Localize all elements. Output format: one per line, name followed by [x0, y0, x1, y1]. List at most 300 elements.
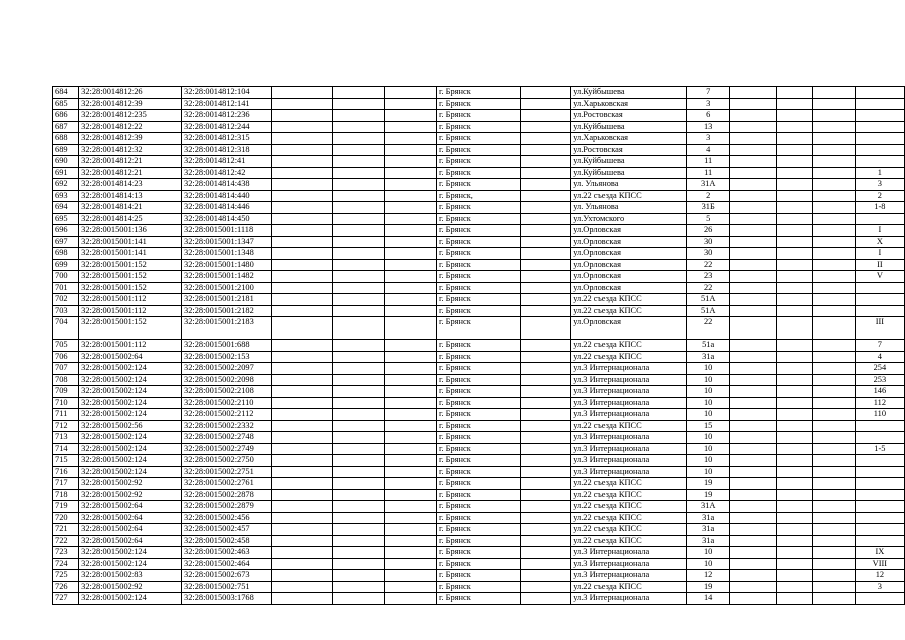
empty-cell: [333, 351, 384, 363]
apartment-cell: I: [855, 225, 904, 237]
city-cell: г. Брянск: [436, 397, 520, 409]
empty-cell: [813, 351, 855, 363]
empty-cell: [776, 294, 813, 306]
row-number: 724: [53, 558, 79, 570]
empty-cell: [384, 271, 436, 283]
table-row: [53, 547, 905, 559]
apartment-cell: 12: [855, 570, 904, 582]
empty-cell: [813, 110, 855, 122]
table-row: [53, 271, 905, 283]
empty-cell: [272, 466, 333, 478]
cadastral-number-parcel: 32:28:0015002:124: [79, 409, 182, 421]
empty-cell: [813, 432, 855, 444]
empty-cell: [272, 593, 333, 605]
empty-cell: [776, 144, 813, 156]
house-number-cell: 19: [686, 581, 730, 593]
table-row: [53, 340, 905, 352]
empty-cell: [272, 202, 333, 214]
empty-cell: [384, 386, 436, 398]
street-cell: ул.Ростовская: [571, 144, 687, 156]
empty-cell: [520, 225, 571, 237]
empty-cell: [520, 144, 571, 156]
city-cell: г. Брянск: [436, 420, 520, 432]
empty-cell: [272, 455, 333, 467]
cadastral-number-object: 32:28:0015002:2749: [182, 443, 272, 455]
empty-cell: [333, 489, 384, 501]
city-cell: г. Брянск: [436, 167, 520, 179]
table-row: [53, 363, 905, 375]
cadastral-number-object: 32:28:0014814:450: [182, 213, 272, 225]
table-row: [53, 87, 905, 99]
apartment-cell: 3: [855, 179, 904, 191]
empty-cell: [520, 489, 571, 501]
row-number: 688: [53, 133, 79, 145]
cadastral-number-parcel: 32:28:0015001:141: [79, 236, 182, 248]
empty-cell: [384, 282, 436, 294]
empty-cell: [384, 121, 436, 133]
empty-cell: [520, 466, 571, 478]
city-cell: г. Брянск: [436, 443, 520, 455]
empty-cell: [384, 409, 436, 421]
empty-cell: [272, 558, 333, 570]
empty-cell: [272, 248, 333, 260]
house-number-cell: 7: [686, 87, 730, 99]
house-number-cell: 31А: [686, 501, 730, 513]
empty-cell: [272, 409, 333, 421]
empty-cell: [776, 236, 813, 248]
empty-cell: [520, 236, 571, 248]
empty-cell: [384, 570, 436, 582]
empty-cell: [730, 524, 776, 536]
empty-cell: [272, 386, 333, 398]
empty-cell: [730, 305, 776, 317]
city-cell: г. Брянск: [436, 351, 520, 363]
cadastral-number-parcel: 32:28:0015002:124: [79, 374, 182, 386]
empty-cell: [272, 190, 333, 202]
table-row: [53, 374, 905, 386]
empty-cell: [272, 535, 333, 547]
house-number-cell: 22: [686, 259, 730, 271]
empty-cell: [776, 110, 813, 122]
table-row: [53, 248, 905, 260]
street-cell: ул.Куйбышева: [571, 87, 687, 99]
empty-cell: [776, 420, 813, 432]
empty-cell: [730, 489, 776, 501]
house-number-cell: 11: [686, 167, 730, 179]
street-cell: ул.22 съезда КПСС: [571, 524, 687, 536]
street-cell: ул.22 съезда КПСС: [571, 190, 687, 202]
empty-cell: [384, 351, 436, 363]
empty-cell: [813, 409, 855, 421]
apartment-cell: [855, 524, 904, 536]
empty-cell: [730, 202, 776, 214]
cadastral-number-parcel: 32:28:0015002:124: [79, 443, 182, 455]
city-cell: г. Брянск: [436, 478, 520, 490]
cadastral-number-object: 32:28:0014812:315: [182, 133, 272, 145]
table-row: [53, 167, 905, 179]
empty-cell: [520, 271, 571, 283]
table-row: [53, 259, 905, 271]
empty-cell: [730, 225, 776, 237]
empty-cell: [384, 478, 436, 490]
empty-cell: [813, 294, 855, 306]
city-cell: г. Брянск: [436, 363, 520, 375]
empty-cell: [384, 547, 436, 559]
table-row: [53, 512, 905, 524]
cadastral-number-parcel: 32:28:0014814:25: [79, 213, 182, 225]
apartment-cell: [855, 512, 904, 524]
empty-cell: [333, 535, 384, 547]
table-row: [53, 409, 905, 421]
empty-cell: [730, 317, 776, 340]
city-cell: г. Брянск: [436, 202, 520, 214]
cadastral-number-object: 32:28:0015001:2183: [182, 317, 272, 340]
empty-cell: [272, 363, 333, 375]
empty-cell: [730, 121, 776, 133]
street-cell: ул.22 съезда КПСС: [571, 420, 687, 432]
empty-cell: [333, 524, 384, 536]
city-cell: г. Брянск: [436, 374, 520, 386]
empty-cell: [813, 489, 855, 501]
empty-cell: [384, 259, 436, 271]
table-row: [53, 386, 905, 398]
empty-cell: [520, 409, 571, 421]
cadastral-number-object: 32:28:0014812:41: [182, 156, 272, 168]
apartment-cell: III: [855, 317, 904, 340]
empty-cell: [730, 156, 776, 168]
house-number-cell: 31Б: [686, 202, 730, 214]
empty-cell: [520, 213, 571, 225]
empty-cell: [333, 87, 384, 99]
city-cell: г. Брянск: [436, 110, 520, 122]
cadastral-number-parcel: 32:28:0015001:112: [79, 305, 182, 317]
cadastral-number-parcel: 32:28:0014812:39: [79, 98, 182, 110]
house-number-cell: 15: [686, 420, 730, 432]
cadastral-number-object: 32:28:0014812:42: [182, 167, 272, 179]
empty-cell: [333, 317, 384, 340]
street-cell: ул.3 Интернационала: [571, 547, 687, 559]
street-cell: ул.Орловская: [571, 259, 687, 271]
empty-cell: [730, 547, 776, 559]
row-number: 708: [53, 374, 79, 386]
empty-cell: [730, 294, 776, 306]
street-cell: ул.22 съезда КПСС: [571, 512, 687, 524]
house-number-cell: 31А: [686, 179, 730, 191]
cadastral-number-object: 32:28:0015002:2750: [182, 455, 272, 467]
house-number-cell: 10: [686, 397, 730, 409]
empty-cell: [730, 144, 776, 156]
city-cell: г. Брянск,: [436, 190, 520, 202]
house-number-cell: 23: [686, 271, 730, 283]
empty-cell: [384, 363, 436, 375]
empty-cell: [384, 535, 436, 547]
city-cell: г. Брянск: [436, 282, 520, 294]
apartment-cell: 3: [855, 581, 904, 593]
city-cell: г. Брянск: [436, 248, 520, 260]
empty-cell: [272, 432, 333, 444]
cadastral-number-object: 32:28:0015002:2332: [182, 420, 272, 432]
empty-cell: [272, 213, 333, 225]
cadastral-number-object: 32:28:0015002:2879: [182, 501, 272, 513]
empty-cell: [333, 121, 384, 133]
empty-cell: [776, 535, 813, 547]
cadastral-number-object: 32:28:0015002:456: [182, 512, 272, 524]
empty-cell: [384, 225, 436, 237]
empty-cell: [272, 271, 333, 283]
apartment-cell: [855, 156, 904, 168]
city-cell: г. Брянск: [436, 236, 520, 248]
table-row: [53, 524, 905, 536]
apartment-cell: 1-8: [855, 202, 904, 214]
street-cell: ул.22 съезда КПСС: [571, 489, 687, 501]
table-row: [53, 420, 905, 432]
empty-cell: [776, 374, 813, 386]
empty-cell: [384, 512, 436, 524]
row-number: 719: [53, 501, 79, 513]
empty-cell: [776, 443, 813, 455]
row-number: 696: [53, 225, 79, 237]
empty-cell: [272, 317, 333, 340]
row-number: 712: [53, 420, 79, 432]
house-number-cell: 10: [686, 409, 730, 421]
table-row: [53, 98, 905, 110]
house-number-cell: 19: [686, 478, 730, 490]
empty-cell: [520, 420, 571, 432]
empty-cell: [384, 87, 436, 99]
table-row: [53, 156, 905, 168]
table-row: [53, 190, 905, 202]
cadastral-number-object: 32:28:0014814:446: [182, 202, 272, 214]
empty-cell: [813, 282, 855, 294]
cadastral-number-parcel: 32:28:0015002:124: [79, 593, 182, 605]
street-cell: ул.Орловская: [571, 271, 687, 283]
apartment-cell: [855, 501, 904, 513]
empty-cell: [730, 443, 776, 455]
empty-cell: [730, 386, 776, 398]
empty-cell: [520, 282, 571, 294]
city-cell: г. Брянск: [436, 340, 520, 352]
cadastral-number-parcel: 32:28:0015002:124: [79, 455, 182, 467]
empty-cell: [333, 432, 384, 444]
house-number-cell: 6: [686, 110, 730, 122]
empty-cell: [333, 374, 384, 386]
house-number-cell: 30: [686, 236, 730, 248]
city-cell: г. Брянск: [436, 535, 520, 547]
empty-cell: [520, 374, 571, 386]
empty-cell: [730, 409, 776, 421]
empty-cell: [272, 501, 333, 513]
empty-cell: [272, 121, 333, 133]
empty-cell: [384, 443, 436, 455]
empty-cell: [813, 363, 855, 375]
table-row: [53, 558, 905, 570]
empty-cell: [730, 259, 776, 271]
cadastral-number-parcel: 32:28:0015002:124: [79, 558, 182, 570]
apartment-cell: 1: [855, 167, 904, 179]
cadastral-number-parcel: 32:28:0015001:112: [79, 340, 182, 352]
empty-cell: [730, 167, 776, 179]
cadastral-number-parcel: 32:28:0014814:13: [79, 190, 182, 202]
empty-cell: [730, 213, 776, 225]
cadastral-number-object: 32:28:0015002:751: [182, 581, 272, 593]
table-row: [53, 581, 905, 593]
cadastral-number-parcel: 32:28:0015002:83: [79, 570, 182, 582]
empty-cell: [272, 581, 333, 593]
table-row: [53, 110, 905, 122]
empty-cell: [776, 225, 813, 237]
table-row: [53, 489, 905, 501]
empty-cell: [813, 121, 855, 133]
row-number: 711: [53, 409, 79, 421]
street-cell: ул.3 Интернационала: [571, 558, 687, 570]
table-row: [53, 593, 905, 605]
table-row: [53, 443, 905, 455]
house-number-cell: 19: [686, 489, 730, 501]
cadastral-number-object: 32:28:0014814:438: [182, 179, 272, 191]
empty-cell: [776, 305, 813, 317]
empty-cell: [520, 98, 571, 110]
empty-cell: [730, 340, 776, 352]
empty-cell: [776, 317, 813, 340]
street-cell: ул.3 Интернационала: [571, 386, 687, 398]
city-cell: г. Брянск: [436, 133, 520, 145]
street-cell: ул. Ульянова: [571, 179, 687, 191]
cadastral-number-parcel: 32:28:0015002:64: [79, 512, 182, 524]
empty-cell: [333, 593, 384, 605]
row-number: 686: [53, 110, 79, 122]
empty-cell: [384, 489, 436, 501]
house-number-cell: 3: [686, 133, 730, 145]
table-row: [53, 305, 905, 317]
empty-cell: [520, 317, 571, 340]
cadastral-number-parcel: 32:28:0015002:92: [79, 581, 182, 593]
street-cell: ул.22 съезда КПСС: [571, 478, 687, 490]
cadastral-number-object: 32:28:0014812:141: [182, 98, 272, 110]
city-cell: г. Брянск: [436, 581, 520, 593]
street-cell: ул.22 съезда КПСС: [571, 305, 687, 317]
city-cell: г. Брянск: [436, 317, 520, 340]
empty-cell: [813, 202, 855, 214]
empty-cell: [730, 593, 776, 605]
empty-cell: [384, 558, 436, 570]
empty-cell: [813, 179, 855, 191]
empty-cell: [730, 374, 776, 386]
city-cell: г. Брянск: [436, 455, 520, 467]
apartment-cell: [855, 144, 904, 156]
cadastral-number-object: 32:28:0014814:440: [182, 190, 272, 202]
house-number-cell: 10: [686, 432, 730, 444]
empty-cell: [776, 455, 813, 467]
empty-cell: [333, 236, 384, 248]
house-number-cell: 22: [686, 317, 730, 340]
row-number: 714: [53, 443, 79, 455]
city-cell: г. Брянск: [436, 225, 520, 237]
house-number-cell: 5: [686, 213, 730, 225]
city-cell: г. Брянск: [436, 432, 520, 444]
empty-cell: [333, 202, 384, 214]
cadastral-number-parcel: 32:28:0015002:124: [79, 397, 182, 409]
empty-cell: [813, 374, 855, 386]
row-number: 693: [53, 190, 79, 202]
empty-cell: [776, 167, 813, 179]
empty-cell: [384, 202, 436, 214]
empty-cell: [384, 236, 436, 248]
row-number: 685: [53, 98, 79, 110]
cadastral-number-object: 32:28:0015002:2108: [182, 386, 272, 398]
house-number-cell: 10: [686, 386, 730, 398]
empty-cell: [730, 282, 776, 294]
cadastral-number-object: 32:28:0015003:1768: [182, 593, 272, 605]
apartment-cell: [855, 466, 904, 478]
empty-cell: [333, 133, 384, 145]
empty-cell: [272, 236, 333, 248]
apartment-cell: I: [855, 248, 904, 260]
city-cell: г. Брянск: [436, 98, 520, 110]
empty-cell: [813, 259, 855, 271]
house-number-cell: 51А: [686, 294, 730, 306]
empty-cell: [776, 248, 813, 260]
street-cell: ул.22 съезда КПСС: [571, 294, 687, 306]
cadastral-number-object: 32:28:0015002:463: [182, 547, 272, 559]
empty-cell: [384, 248, 436, 260]
street-cell: ул.3 Интернационала: [571, 443, 687, 455]
house-number-cell: 31а: [686, 535, 730, 547]
empty-cell: [730, 133, 776, 145]
row-number: 710: [53, 397, 79, 409]
empty-cell: [384, 466, 436, 478]
empty-cell: [776, 271, 813, 283]
cadastral-number-object: 32:28:0015001:1482: [182, 271, 272, 283]
cadastral-number-object: 32:28:0015002:153: [182, 351, 272, 363]
empty-cell: [813, 558, 855, 570]
apartment-cell: [855, 87, 904, 99]
city-cell: г. Брянск: [436, 547, 520, 559]
empty-cell: [520, 432, 571, 444]
table-row: [53, 432, 905, 444]
empty-cell: [384, 581, 436, 593]
empty-cell: [333, 98, 384, 110]
house-number-cell: 11: [686, 156, 730, 168]
apartment-cell: [855, 455, 904, 467]
apartment-cell: 253: [855, 374, 904, 386]
empty-cell: [776, 179, 813, 191]
row-number: 725: [53, 570, 79, 582]
table-row: [53, 202, 905, 214]
empty-cell: [776, 351, 813, 363]
city-cell: г. Брянск: [436, 213, 520, 225]
street-cell: ул.Орловская: [571, 248, 687, 260]
empty-cell: [384, 179, 436, 191]
table-row: [53, 133, 905, 145]
empty-cell: [730, 179, 776, 191]
apartment-cell: [855, 294, 904, 306]
row-number: 718: [53, 489, 79, 501]
house-number-cell: 26: [686, 225, 730, 237]
city-cell: г. Брянск: [436, 121, 520, 133]
empty-cell: [333, 581, 384, 593]
street-cell: ул.Ухтомского: [571, 213, 687, 225]
city-cell: г. Брянск: [436, 466, 520, 478]
empty-cell: [776, 98, 813, 110]
apartment-cell: [855, 478, 904, 490]
empty-cell: [272, 110, 333, 122]
table-row: [53, 478, 905, 490]
empty-cell: [730, 397, 776, 409]
empty-cell: [730, 271, 776, 283]
house-number-cell: 22: [686, 282, 730, 294]
empty-cell: [384, 190, 436, 202]
empty-cell: [520, 294, 571, 306]
